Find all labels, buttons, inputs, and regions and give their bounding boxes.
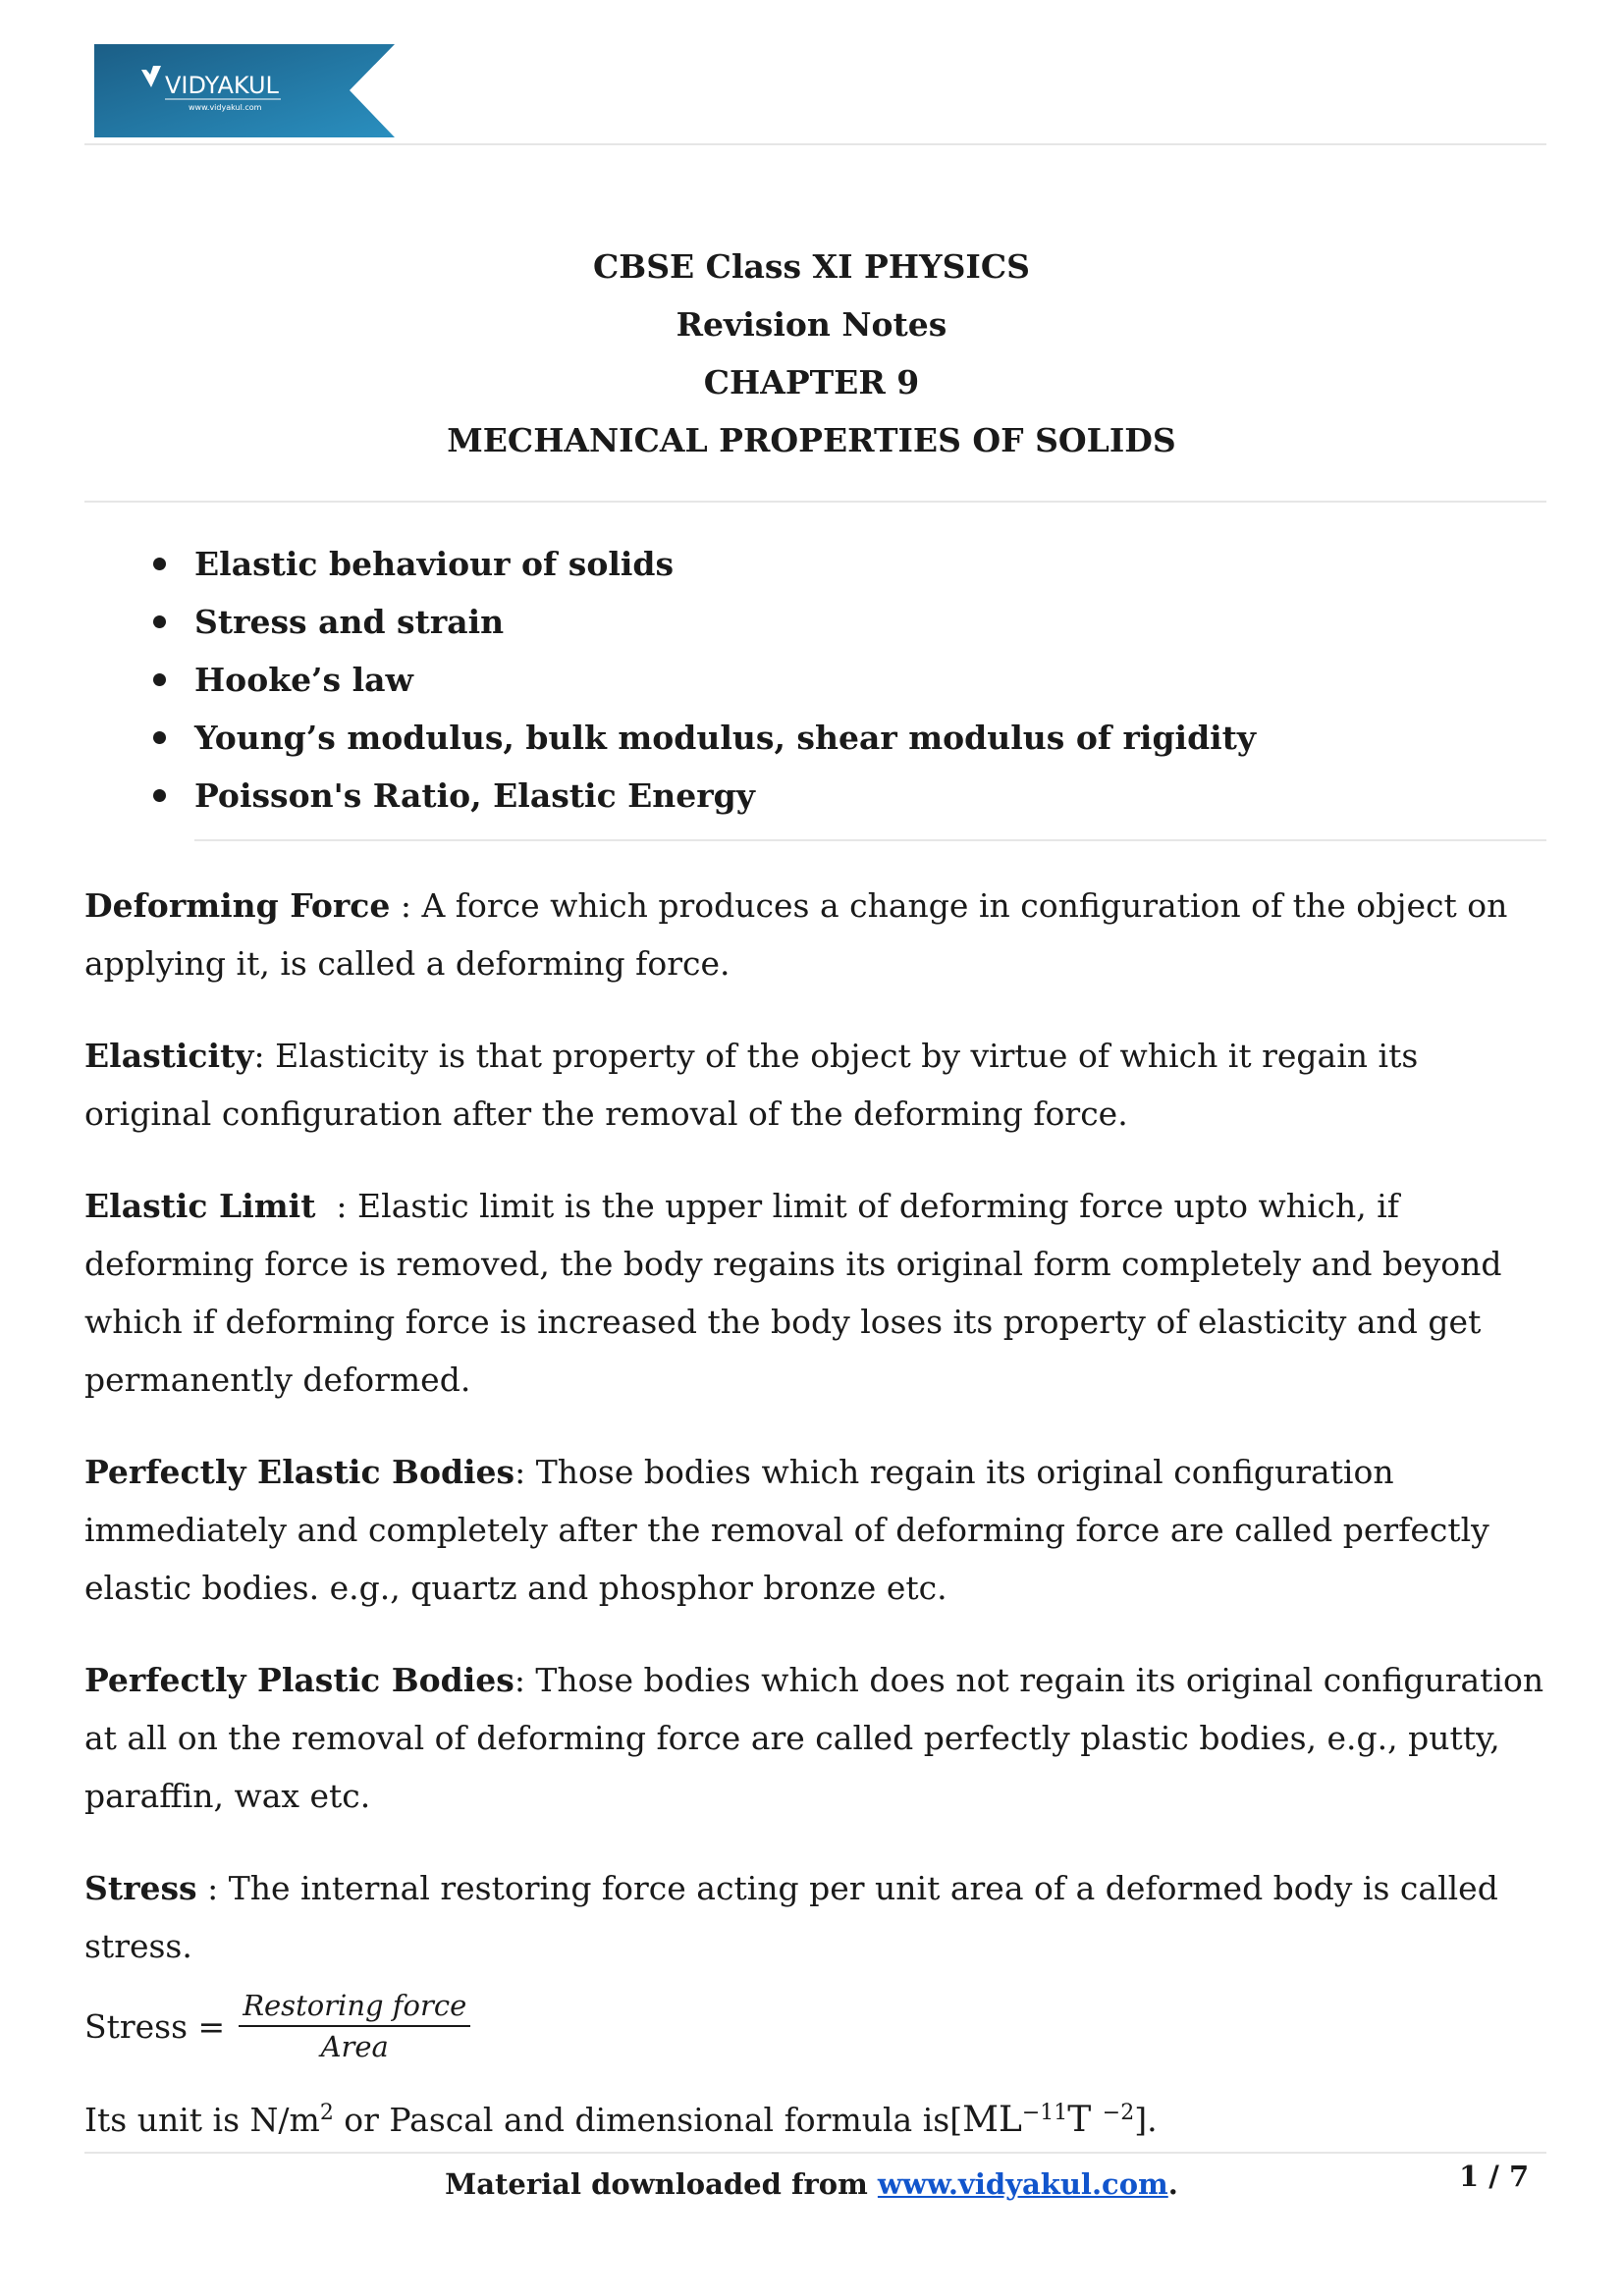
bullet-icon xyxy=(153,673,166,686)
topic-item: Stress and strain xyxy=(147,593,1256,651)
page-number: 1 / 7 xyxy=(1459,2160,1530,2193)
formula-lhs: Stress = xyxy=(84,2006,226,2046)
definition-elasticity: Elasticity: Elasticity is that property of the object by virtue of which it regain its original configuration after the removal of the deforming force. xyxy=(84,1037,1419,1133)
header-chapter-title: MECHANICAL PROPERTIES OF SOLIDS xyxy=(447,421,1176,459)
formula-fraction xyxy=(239,1986,470,2066)
formula-numerator: Restoring force xyxy=(239,1986,470,2027)
header-divider xyxy=(84,501,1546,503)
formula-denominator: Area xyxy=(320,2030,389,2063)
bullet-icon xyxy=(153,615,166,628)
bullet-icon xyxy=(153,558,166,570)
footer-link[interactable]: www.vidyakul.com xyxy=(877,2167,1168,2201)
definition-deforming-force: Deforming Force : A force which produces a change in configuration of the object on applying it, is called a deforming force. xyxy=(84,886,1508,983)
topic-item: Young’s modulus, bulk modulus, shear modulus of rigidity xyxy=(147,709,1256,767)
footer: Material downloaded from www.vidyakul.com. xyxy=(445,2167,1178,2201)
definition-perfectly-elastic: Perfectly Elastic Bodies: Those bodies which regain its original configuration immediately and completely after the removal of deforming force are called perfectly elastic bodies. e.g., quartz and phosphor bronze etc. xyxy=(84,1453,1489,1607)
topic-item: Elastic behaviour of solids xyxy=(147,535,1256,593)
header-subtitle: Revision Notes xyxy=(676,305,947,344)
stress-formula xyxy=(84,1979,1547,2073)
definition-elastic-limit: Elastic Limit : Elastic limit is the upper limit of deforming force upto which, if deforming force is removed, the body regains its original form completely and beyond which if deforming force is increased the body loses its property of elasticity and get permanently deformed. xyxy=(84,1187,1502,1399)
footer-divider xyxy=(84,2152,1546,2154)
header-class: CBSE Class XI PHYSICS xyxy=(593,247,1030,286)
header-chapter: CHAPTER 9 xyxy=(703,363,920,401)
unit-line: Its unit is $N/m^2$ or Pascal and dimensional formula $is[ML^{-11}T$ $^{-2}$]. xyxy=(84,2100,1158,2140)
definition-perfectly-plastic: Perfectly Plastic Bodies: Those bodies which does not regain its original configuration at all on the removal of deforming force are called perfectly plastic bodies, e.g., putty, paraffin, wax etc. xyxy=(84,1661,1544,1815)
svg-text:VIDYAKUL: VIDYAKUL xyxy=(165,72,279,99)
topic-item: Hooke’s law xyxy=(147,651,1256,709)
topics-list xyxy=(147,535,1256,825)
definition-stress: Stress : The internal restoring force acting per unit area of a deformed body is called stress. xyxy=(84,1869,1498,1965)
svg-text:www.vidyakul.com: www.vidyakul.com xyxy=(189,103,262,112)
vidyakul-logo xyxy=(94,44,395,137)
top-divider xyxy=(84,143,1546,145)
topic-item: Poisson's Ratio, Elastic Energy xyxy=(147,767,1256,825)
footer-text: Material downloaded from xyxy=(445,2167,878,2201)
topics-divider xyxy=(194,839,1546,841)
document-header xyxy=(0,238,1623,469)
bullet-icon xyxy=(153,731,166,744)
bullet-icon xyxy=(153,789,166,802)
notes-content xyxy=(84,877,1547,2183)
